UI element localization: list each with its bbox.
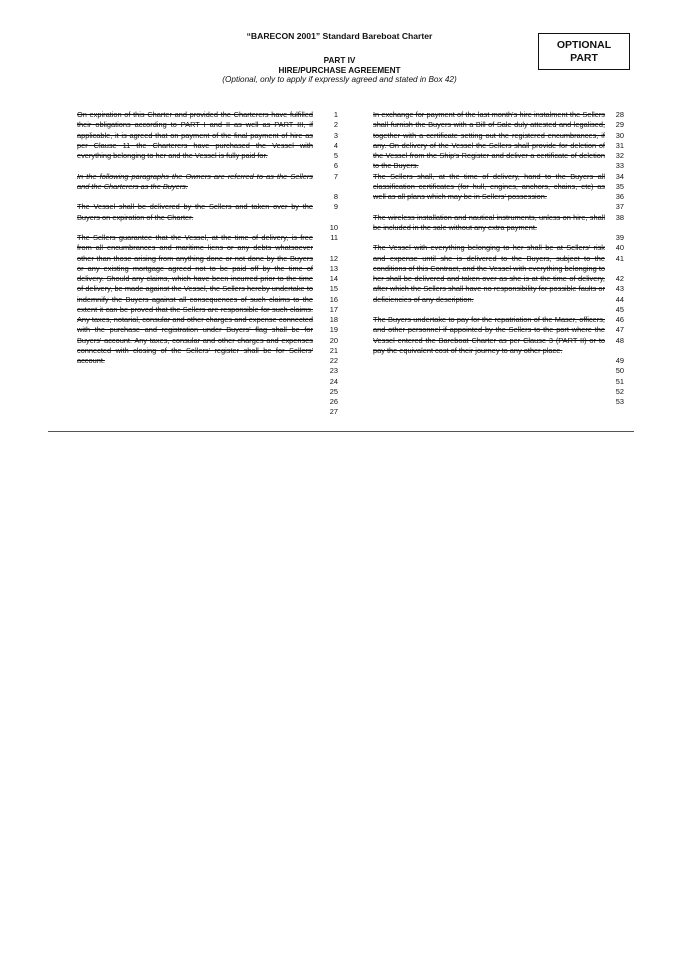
line-number: 24 xyxy=(329,376,338,386)
clause-paragraph: On expiration of this Charter and provided the Charterers have fulfilled their obligations according to PART I and II as well as PART III, if applicable, it is agreed that on payment of the final payment of hire as per Clause 11 the Charterers have purchased the Vessel with everything belonging to her and the Vessel is fully paid for. xyxy=(77,110,313,160)
line-number: 29 xyxy=(615,120,624,130)
line-number: 53 xyxy=(615,397,624,406)
line-number: 23 xyxy=(329,366,338,376)
line-number xyxy=(606,346,624,356)
line-number: 37 xyxy=(615,202,624,212)
line-number: 38 xyxy=(615,212,624,222)
line-number: 26 xyxy=(329,397,338,406)
left-line-numbers xyxy=(318,110,338,418)
line-number: 16 xyxy=(329,294,338,304)
line-number: 13 xyxy=(329,263,338,273)
line-number: 9 xyxy=(333,202,338,212)
line-number: 14 xyxy=(329,274,338,283)
line-number xyxy=(606,264,624,274)
right-line-numbers xyxy=(606,110,624,407)
line-number: 49 xyxy=(615,356,624,365)
agreement-heading: HIRE/PURCHASE AGREEMENT xyxy=(278,65,401,75)
line-number: 21 xyxy=(329,345,338,355)
right-text-column xyxy=(373,110,605,356)
line-number: 8 xyxy=(333,192,338,201)
line-number: 31 xyxy=(615,140,624,150)
line-number: 51 xyxy=(615,376,624,386)
part-heading xyxy=(0,56,679,85)
clause-paragraph: In the following paragraphs the Owners are referred to as the Sellers and the Charterers as the Buyers. xyxy=(77,171,313,191)
line-number: 7 xyxy=(333,171,338,181)
bottom-divider-rule xyxy=(48,431,634,432)
line-number: 45 xyxy=(615,304,624,314)
line-number: 1 xyxy=(333,110,338,119)
line-number: 30 xyxy=(615,130,624,140)
line-number: 48 xyxy=(615,335,624,345)
document-title: “BARECON 2001” Standard Bareboat Charter xyxy=(246,31,433,41)
line-number: 33 xyxy=(615,161,624,171)
clause-paragraph: The Sellers guarantee that the Vessel, at the time of delivery, is free from all encumbrances and maritime liens or any debts whatsoever other than those arising from anything done or not done by the Buyers or any existing mortgage agreed not to be paid off by the time of delivery. Should any claims, which have been incurred prior to the time of delivery, be made against the Vessel, the Sellers hereby undertake to indemnify the Buyers against all consequences of such claims to the extent it can be proved that the Sellers are responsible for such claims. Any taxes, notarial, consular and other charges and expense connected with the purchase and registration under Buyers' flag shall be for Buyers' account. Any taxes, consular and other charges and expenses connected with closing of the Sellers' register shall be for Sellers' account. xyxy=(77,233,313,365)
line-number xyxy=(318,243,338,253)
line-number: 19 xyxy=(329,325,338,335)
line-number: 3 xyxy=(333,130,338,140)
clause-paragraph: The Buyers undertake to pay for the repatriation of the Maser, officers, and other personnel if appointed by the Sellers to the port where the Vessel entered the Bareboat Charter as per Clause 3 (PART II) or to pay the equivalent cost of their journey to any other place. xyxy=(373,315,605,355)
line-number: 44 xyxy=(615,294,624,304)
line-number: 40 xyxy=(615,243,624,253)
line-number: 5 xyxy=(333,151,338,160)
line-number: 42 xyxy=(615,274,624,283)
line-number: 35 xyxy=(615,181,624,191)
part-subtitle: (Optional, only to apply if expressly agreed and stated in Box 42) xyxy=(222,75,457,84)
line-number: 50 xyxy=(615,366,624,376)
line-number: 11 xyxy=(330,233,338,242)
line-number: 2 xyxy=(333,120,338,130)
clause-paragraph: The Vessel with everything belonging to her shall be at Sellers' risk and expense until she is delivered to the Buyers, subject to the conditions of this Contract, and the Vessel with everything belonging to her shall be delivered and taken over as she is at the time of delivery, after which the Sellers shall have no responsibility for possible faults or deficiencies of any description. xyxy=(373,243,605,304)
line-number xyxy=(606,223,624,233)
line-number: 41 xyxy=(615,253,624,263)
line-number xyxy=(318,213,338,223)
line-number xyxy=(318,182,338,192)
clause-paragraph: In exchange for payment of the last month's hire instalment the Sellers shall furnish the Buyers with a Bill of Sale duly attested and legalised, together with a certificate setting out the registered encumbrances, if any. On delivery of the Vessel the Sellers shall provide for deletion of the Vessel from the Ship's Register and deliver a certificate of deletion to the Buyers. xyxy=(373,110,605,171)
line-number: 36 xyxy=(615,192,624,201)
line-number: 6 xyxy=(333,161,338,171)
line-number: 12 xyxy=(329,253,338,263)
clause-paragraph: The Vessel shall be delivered by the Sellers and taken over by the Buyers on expiration of the Charter. xyxy=(77,202,313,222)
line-number: 17 xyxy=(329,304,338,314)
part-label: PART IV xyxy=(323,56,356,65)
optional-box-line-1: OPTIONAL xyxy=(556,39,612,51)
line-number: 10 xyxy=(329,222,338,232)
line-number: 20 xyxy=(329,335,338,345)
line-number: 4 xyxy=(333,140,338,150)
line-number: 25 xyxy=(329,386,338,396)
line-number: 39 xyxy=(615,233,624,242)
line-number: 27 xyxy=(329,407,338,417)
optional-box-line-2: PART xyxy=(570,52,598,64)
line-number: 46 xyxy=(615,315,624,324)
clause-paragraph: The Sellers shall, at the time of delivery, hand to the Buyers all classification certificates (for hull, engines, anchors, chains, etc) as well as all plans which may be in Sellers' possession. xyxy=(373,171,605,201)
clause-paragraph: The wireless installation and nautical instruments, unless on hire, shall be included in the sale without any extra payment. xyxy=(373,212,605,232)
line-number: 43 xyxy=(615,284,624,294)
line-number: 22 xyxy=(329,356,338,365)
line-number: 47 xyxy=(615,325,624,335)
line-number: 34 xyxy=(615,171,624,181)
line-number: 18 xyxy=(329,315,338,324)
left-text-column xyxy=(77,110,313,366)
line-number: 15 xyxy=(329,284,338,294)
line-number: 32 xyxy=(615,151,624,160)
line-number: 52 xyxy=(615,386,624,396)
line-number: 28 xyxy=(615,110,624,119)
